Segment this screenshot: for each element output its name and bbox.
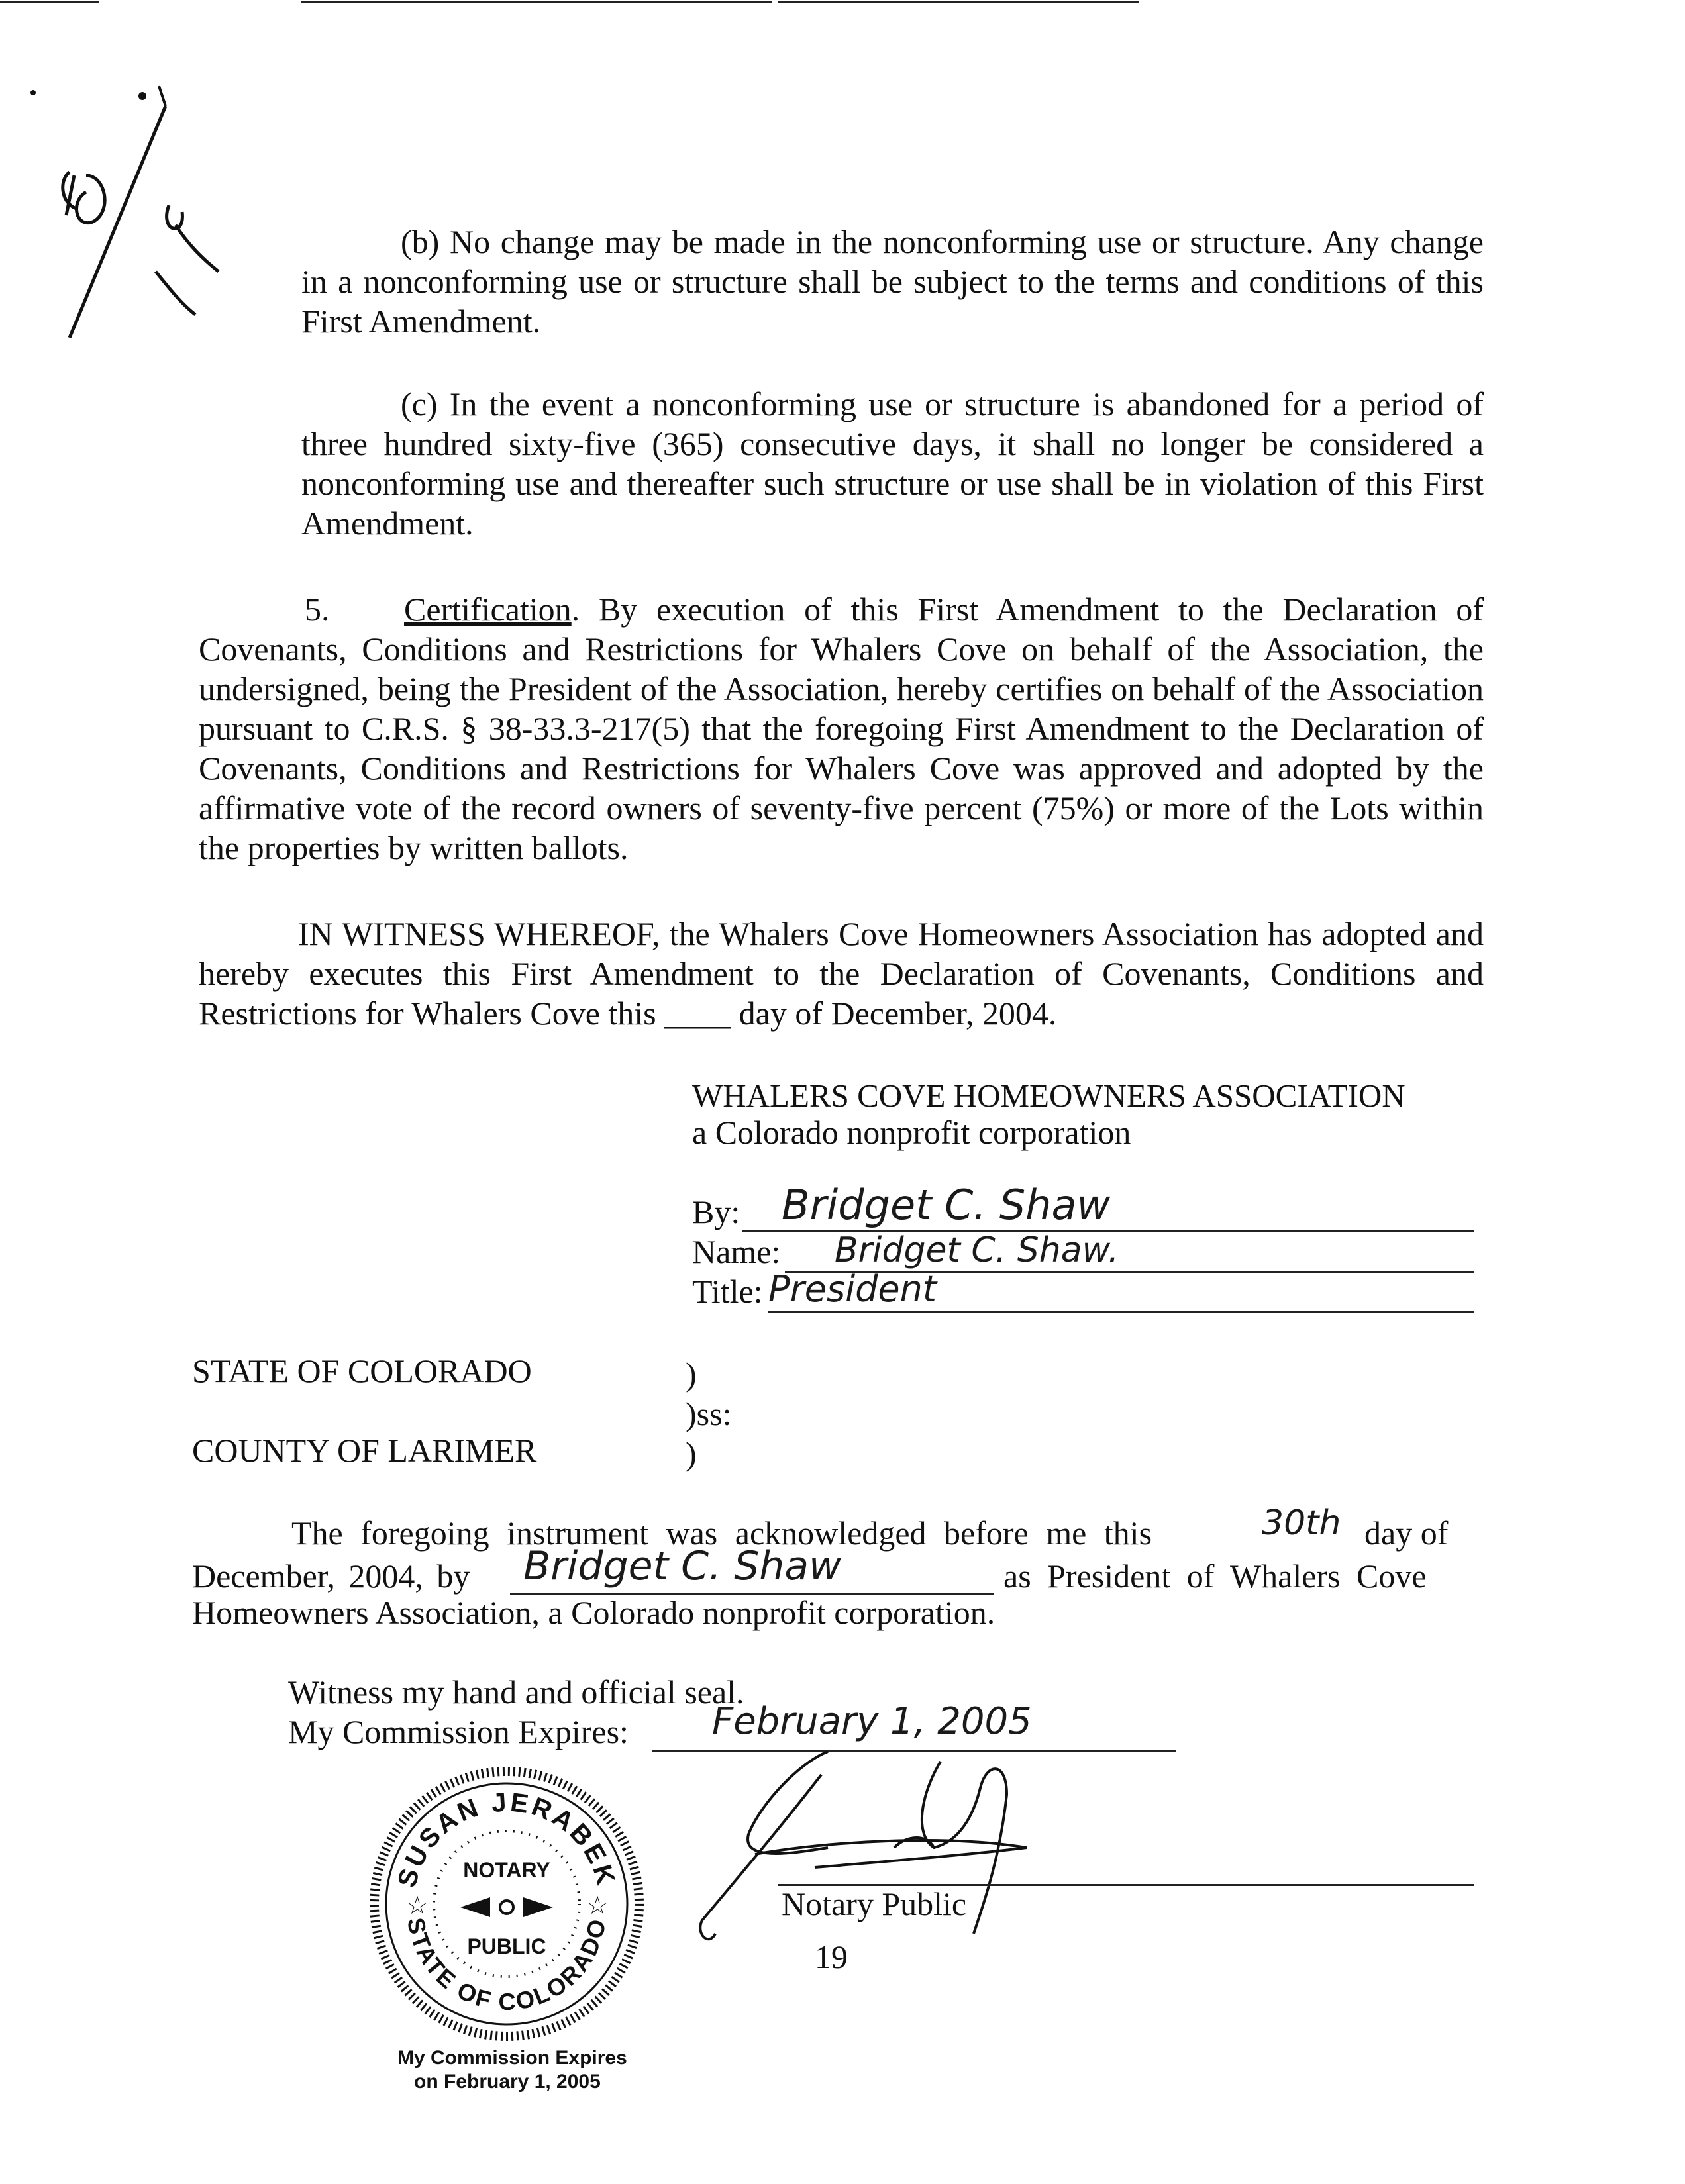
name-label: Name: xyxy=(692,1233,781,1270)
witness-paragraph: IN WITNESS WHEREOF, the Whalers Cove Homeowners Association has adopted and hereby executes this First Amendment to the Declaration of Covenants, Conditions and Restrictions for Whalers Cove this ____ day of December, 2004. xyxy=(199,915,1484,1032)
top-scan-line-3 xyxy=(778,1,1139,3)
notary-seal xyxy=(368,1765,646,2043)
commission-date: February 1, 2005 xyxy=(712,1700,1032,1743)
ack-part3: December, 2004, by xyxy=(192,1558,470,1595)
section-heading: Certification xyxy=(404,591,572,628)
ack-part5: Homeowners Association, a Colorado nonprofit corporation. xyxy=(192,1594,996,1631)
ack-part2: day of xyxy=(1364,1514,1449,1552)
title-value: President xyxy=(768,1268,937,1310)
section-number: 5. xyxy=(305,591,330,628)
seal-expires-line-2: on February 1, 2005 xyxy=(414,2071,601,2093)
page-number: 19 xyxy=(815,1938,848,1975)
name-value: Bridget C. Shaw. xyxy=(835,1230,1119,1270)
title-label: Title: xyxy=(692,1273,763,1310)
ack-day: 30th xyxy=(1262,1503,1341,1543)
state-of-colorado: STATE OF COLORADO xyxy=(192,1352,532,1389)
top-scan-line-1 xyxy=(0,1,99,3)
seal-state: STATE OF COLORADO xyxy=(402,1915,612,2016)
ack-part4: as President of Whalers Cove xyxy=(1003,1558,1427,1595)
seal-notary: NOTARY xyxy=(463,1858,550,1882)
seal-name: SUSAN JERABEK xyxy=(392,1787,621,1891)
seal-star-left-icon: ☆ xyxy=(406,1892,429,1920)
section-5-certification xyxy=(199,589,1484,868)
handwritten-page-mark xyxy=(13,60,232,351)
section-body: . By execution of this First Amendment to the Declaration of Covenants, Conditions and Restrictions for Whalers Cove on behalf of the Association, the undersigned, being the President of the Association, hereby certifies on behalf of the Association pursuant to C.R.S. § 38-33.3-217(5) that the foregoing First Amendment to the Declaration of Covenants, Conditions and Restrictions for Whalers Cove was approved and adopted by the affirmative vote of the record owners of seventy-five percent (75%) or more of the Lots within the properties by written ballots. xyxy=(199,591,1484,866)
venue-paren-2: ) xyxy=(686,1435,697,1472)
paragraph-c: (c) In the event a nonconforming use or structure is abandoned for a period of three hundred sixty-five (365) consecutive days, it shall no longer be considered a nonconforming use and thereafter such structure or use shall be in violation of this First Amendment. xyxy=(301,385,1484,542)
seal-emblem-icon xyxy=(460,1897,553,1917)
by-signature: Bridget C. Shaw xyxy=(782,1181,1111,1229)
county-of-larimer: COUNTY OF LARIMER xyxy=(192,1432,537,1469)
notary-public-label: Notary Public xyxy=(782,1885,967,1922)
seal-star-right-icon: ☆ xyxy=(586,1892,609,1920)
witness-line: Witness my hand and official seal. xyxy=(288,1673,744,1711)
notary-signature xyxy=(695,1735,1106,1960)
association-name: WHALERS COVE HOMEOWNERS ASSOCIATION xyxy=(692,1077,1405,1114)
seal-public: PUBLIC xyxy=(467,1934,546,1958)
top-scan-line-2 xyxy=(301,1,772,3)
venue-paren-1: ) xyxy=(686,1356,697,1393)
paragraph-b: (b) No change may be made in the nonconforming use or structure. Any change in a nonconforming use or structure shall be subject to the terms and conditions of this First Amendment. xyxy=(301,223,1484,340)
commission-label: My Commission Expires: xyxy=(288,1713,629,1750)
ack-name: Bridget C. Shaw xyxy=(523,1543,842,1589)
title-line xyxy=(768,1311,1474,1313)
by-label: By: xyxy=(692,1193,740,1230)
ack-part1: The foregoing instrument was acknowledged before me this xyxy=(291,1514,1152,1552)
venue-ss: )ss: xyxy=(686,1395,732,1432)
seal-expires-line-1: My Commission Expires xyxy=(397,2047,627,2069)
association-type: a Colorado nonprofit corporation xyxy=(692,1114,1131,1151)
